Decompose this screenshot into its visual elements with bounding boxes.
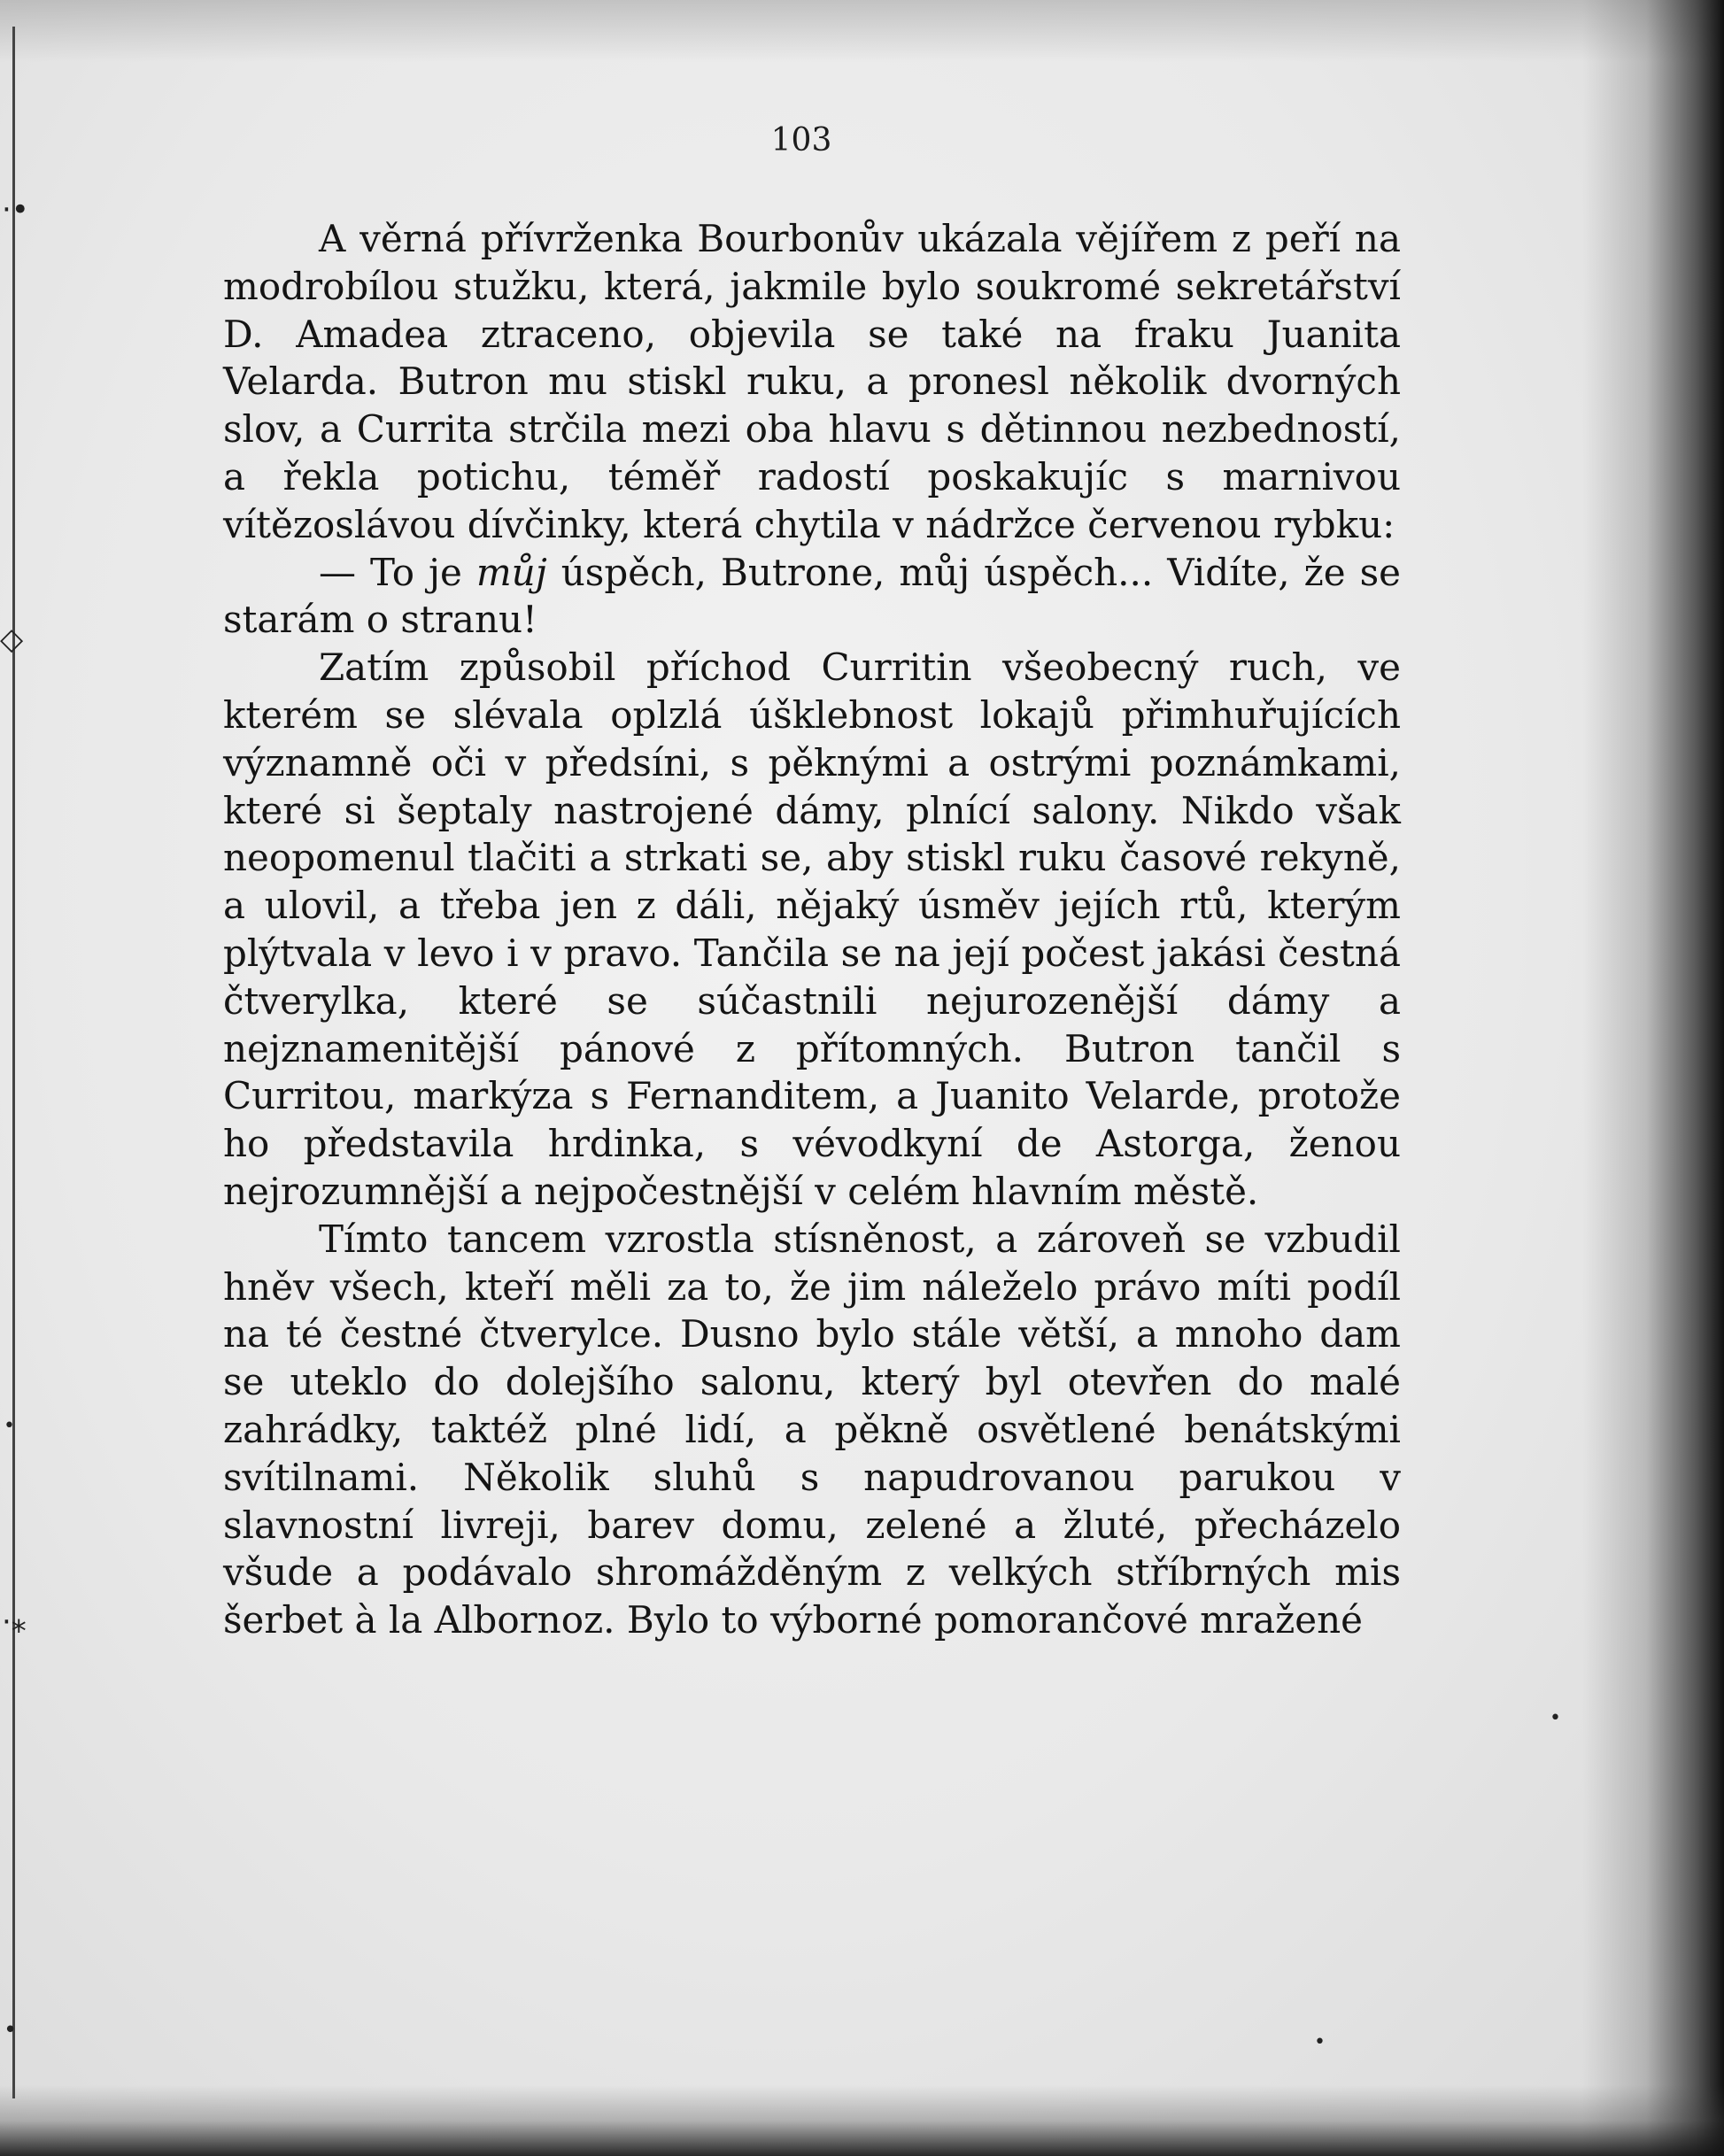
page-top-shadow <box>0 0 1724 62</box>
page-speck: • <box>1550 1707 1561 1729</box>
page-number: 103 <box>770 122 832 158</box>
dialogue-suffix: úspěch, Butrone, můj úspěch... Vidíte, že se starám o stranu! <box>223 550 1401 642</box>
page-right-shadow <box>1582 0 1724 2156</box>
dialogue-prefix: — To je <box>319 550 476 594</box>
paragraph: A věrná přívrženka Bourbonův ukázala vějířem z peří na modrobílou stužku, která, jakmile bylo soukromé sekretářství D. Amadea ztraceno, objevila se také na fraku Juanita Velarda. Butron mu stiskl ruku, a pronesl několik dvorných slov, a Currita strčila mezi oba hlavu s dětinnou nezbedností, a řekla potichu, téměř radostí poskakujíc s marnivou vítězoslávou dívčinky, která chytila v nádržce červenou rybku: <box>223 217 1401 546</box>
binding-edge-line <box>12 27 15 2098</box>
margin-arrow-mark: ◇ <box>0 622 24 657</box>
margin-dot: • <box>4 2017 18 2044</box>
paragraph: Zatím způsobil příchod Curritin všeobecný ruch, ve kterém se slévala oplzlá úšklebnost lokajů přimhuřujících významně oči v předsíni, s pěknými a ostrými poznámkami, které si šeptaly nastrojené dámy, plnící salony. Nikdo však neopomenul tlačiti a strkati se, aby stiskl ruku časové rekyně, a ulovil, a třeba jen z dáli, nějaký úsměv jejích rtů, kterým plýtvala v levo i v pravo. Tančila se na její počest jakási čestná čtverylka, které se súčastnili nejurozenější dámy a nejznamenitější pánové z přítomných. Butron tančil s Curritou, markýza s Fernanditem, a Juanito Velarde, protože ho představila hrdinka, s vévodkyní de Astorga, ženou nejrozumnější a nejpočestnější v celém hlavním městě. <box>223 645 1401 1213</box>
page-speck: • <box>1314 2031 1326 2053</box>
margin-specks: ·⁎ <box>2 1604 27 1640</box>
margin-dot: • <box>4 1415 15 1437</box>
body-text <box>223 215 1401 1644</box>
margin-specks: ·• <box>2 192 29 228</box>
paragraph: Tímto tancem vzrostla stísněnost, a zároveň se vzbudil hněv všech, kteří měli za to, že jim náleželo právo míti podíl na té čestné čtverylce. Dusno bylo stále větší, a mnoho dam se uteklo do dolejšího salonu, který byl otevřen do malé zahrádky, taktéž plné lidí, a pěkně osvětlené benátskými svítilnami. Několik sluhů s napudrovanou parukou v slavnostní livreji, barev domu, zelené a žluté, přecházelo všude a podávalo shromážděným z velkých stříbrných mis šerbet à la Albornoz. Bylo to výborné pomorančové mražené <box>223 1217 1401 1642</box>
emphasized-word: můj <box>475 550 547 594</box>
page-bottom-shadow <box>0 2085 1724 2156</box>
dialogue-paragraph <box>223 549 1401 645</box>
